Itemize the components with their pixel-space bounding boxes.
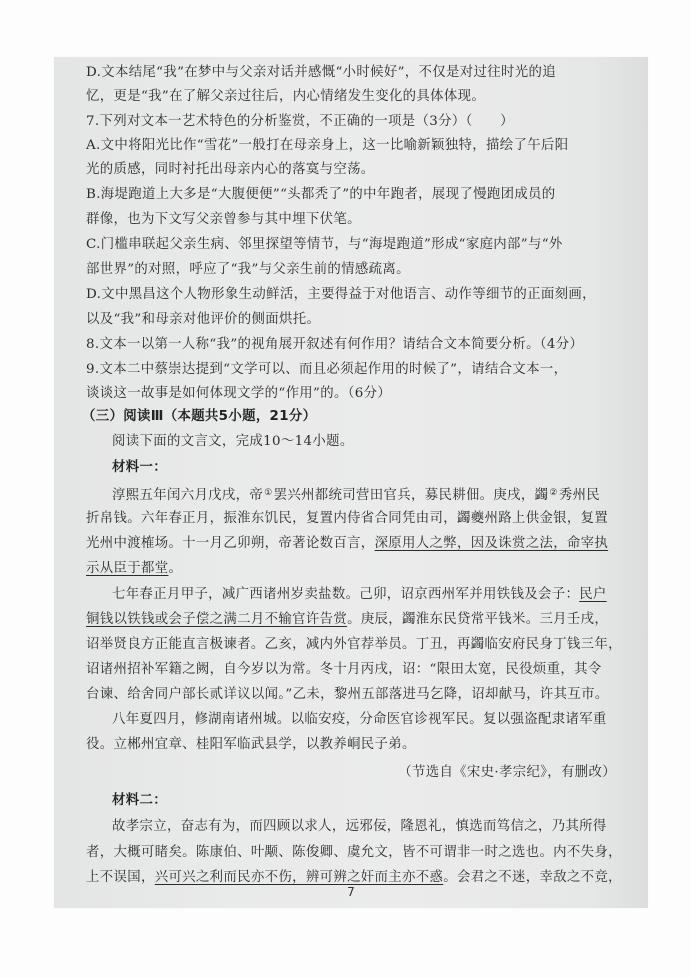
material2-p1-line3-plain-b: 。会君之不迷，幸敌之不竞， (443, 870, 622, 885)
underlined-sentence-1b: 示从臣于都堂 (86, 561, 169, 576)
q7-option-d-line1: D.文中黑昌这个人物形象生动鲜活，主要得益于对他语言、动作等细节的正面刻画， (86, 287, 596, 302)
q7-option-a-line1: A.文中将阳光比作“雪花”一般打在母亲身上，这一比喻新颖独特，描绘了午后阳 (86, 138, 569, 153)
section3-instruction: 阅读下面的文言文，完成10～14小题。 (112, 434, 354, 449)
material1-p1-line1-c: 秀州民 (558, 488, 601, 503)
material1-p1-line1-a: 淳熙五年闰六月戊戌，帝 (112, 488, 264, 503)
material1-p2-line3: 诏举贤良方正能直言极谏者。乙亥，减内外官荐举员。丁丑，再蠲临安府民身丁钱三年， (86, 637, 622, 652)
q6-option-d-line1: D.文本结尾“我”在梦中与父亲对话并感慨“小时候好”，不仅是对过往时光的追 (86, 65, 556, 80)
material1-p3-line2: 役。立郴州宜章、桂阳军临武县学，以教养峒民子弟。 (86, 737, 416, 752)
q7-option-c-line1: C.门槛串联起父亲生病、邻里探望等情节，与“海堤跑道”形成“家庭内部”与“外 (86, 237, 563, 252)
material1-p2-line4: 诏诸州招补军籍之阙，自今岁以为常。冬十月丙戌，诏：“限田太宽，民役烦重，其令 (86, 662, 602, 677)
material1-p1-line4-plain: 。 (168, 561, 183, 576)
material1-p3-line1: 八年夏四月，修湖南诸州城。以临安疫，分命医官诊视军民。复以强盗配隶诸军重 (112, 712, 607, 727)
material1-p1-line4 (86, 559, 182, 579)
q7-option-d-line2: 以及“我”和母亲对他评价的侧面烘托。 (86, 312, 321, 327)
material2-p1-line1: 故孝宗立，奋志有为，而四顾以求人，远邪佞，隆恩礼，慎选而笃信之，乃其所得 (112, 819, 607, 834)
q7-option-b-line2: 群像，也为下文写父亲曾参与其中埋下伏笔。 (86, 212, 361, 227)
material1-p1-line3 (86, 534, 608, 554)
material1-p2-line2 (86, 610, 608, 630)
material1-p2-line2-plain: 。庚辰，蠲淮东民贷常平钱米。三月壬戌， (347, 612, 609, 627)
q7-stem: 7.下列对文本一艺术特色的分析鉴赏，不正确的一项是（3分）（ ） (86, 114, 514, 129)
page-number: 7 (347, 885, 355, 899)
material1-p1-line3-plain: 光州中渡榷场。十一月乙卯朔，帝著论数百言， (86, 536, 375, 551)
q9-line2: 谈谈这一故事是如何体现文学的“作用”的。（6分） (86, 386, 392, 401)
section3-heading: （三）阅读Ⅲ（本题共5小题，21分） (82, 409, 317, 424)
material1-p2-line1 (112, 585, 607, 605)
material2-p1-line2: 者，大概可睹矣。陈康伯、叶颙、陈俊卿、虞允文，皆不可谓非一时之选也。内不失身， (86, 845, 622, 860)
underlined-sentence-2a: 民户 (579, 587, 607, 602)
q7-option-b-line1: B.海堤跑道上大多是“大腹便便”“头都秃了”的中年跑者，展现了慢跑团成员的 (86, 187, 556, 202)
underlined-sentence-3: 兴可兴之利而民亦不伤，辨可辨之奸而主亦不惑 (154, 870, 444, 885)
exam-page (54, 57, 648, 908)
material1-title: 材料一： (112, 460, 167, 475)
material2-title: 材料二： (112, 793, 167, 808)
q8-text: 8.文本一以第一人称“我”的视角展开叙述有何作用？请结合文本简要分析。（4分） (86, 337, 584, 352)
q7-option-a-line2: 光的质感，同时衬托出母亲内心的落寞与空荡。 (86, 162, 375, 177)
q7-option-c-line2: 部世界”的对照，呼应了“我”与父亲生前的情感疏离。 (86, 262, 410, 277)
material2-p1-line3-plain-a: 上不误国， (86, 870, 155, 885)
material1-source: （节选自《宋史·孝宗纪》，有删改） (398, 765, 616, 780)
q6-option-d-line2: 忆，更是“我”在了解父亲过往后，内心情绪发生变化的具体体现。 (86, 89, 486, 104)
material1-p1-line1-b: 罢兴州都统司营田官兵，募民耕佃。庚戌，蠲 (273, 488, 549, 503)
material1-p2-line1-plain: 七年春正月甲子，减广西诸州岁卖盐数。己卯，诏京西州军并用铁钱及会子： (112, 587, 580, 602)
material1-p2-line5: 台谏、给舍同户部长贰详议以闻。”乙未，黎州五部落进马乞降，诏却献马，许其互市。 (86, 687, 609, 702)
footnote-marker-2: ② (549, 488, 558, 498)
underlined-sentence-2b: 铜钱以铁钱或会子偿之满二月不输官许告赏 (86, 612, 348, 627)
footnote-marker-1: ① (264, 488, 273, 498)
q9-line1: 9.文本二中蔡崇达提到“文学可以、而且必须起作用的时候了”，请结合文本一， (86, 362, 568, 377)
underlined-sentence-1a: 深原用人之弊，因及诛赏之法，命宰执 (374, 536, 609, 551)
material1-p1-line1 (112, 483, 600, 503)
material1-p1-line2: 折帛钱。六年春正月，振淮东饥民，复置内侍省合同凭由司，蠲夔州路上供金银，复置 (86, 511, 609, 526)
